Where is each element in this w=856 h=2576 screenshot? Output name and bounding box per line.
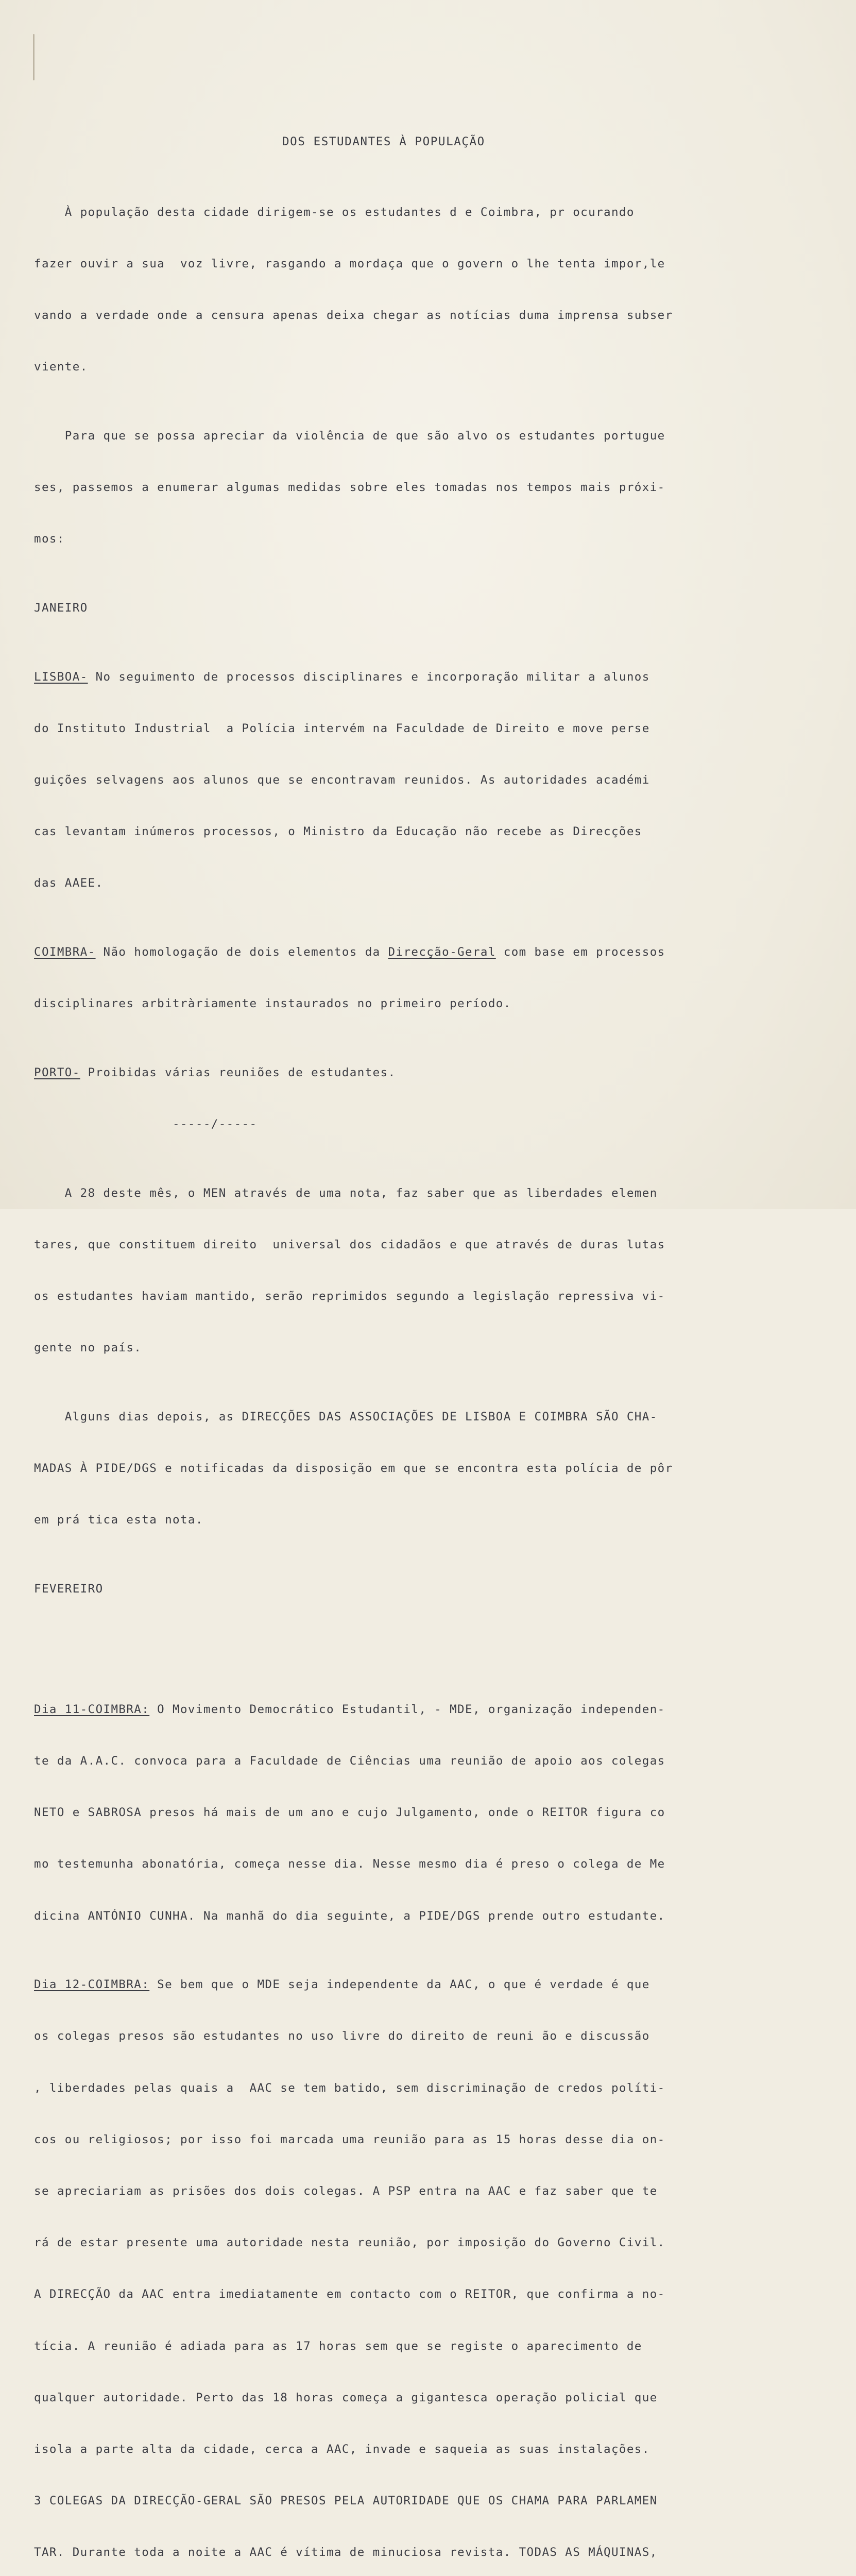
dia12-line-10: isola a parte alta da cidade, cerca a AAC, invade e saqueia as suas instalações.	[34, 2443, 650, 2456]
porto-label: PORTO-	[34, 1065, 80, 1079]
para2-line-1: Para que se possa apreciar da violência de que são alvo os estudantes portugue	[34, 429, 665, 443]
dia12-line-1	[34, 1976, 807, 1993]
coimbra-text-1: Não homologação de dois elementos da	[95, 945, 388, 959]
para2-line-3: mos:	[34, 532, 65, 546]
dia11-first: O Movimento Democrático Estudantil, - MDE, organização independen-	[149, 1702, 665, 1716]
lisboa-label: LISBOA-	[34, 670, 88, 684]
coimbra-label: COIMBRA-	[34, 945, 96, 959]
direccao-geral: Direcção-Geral	[388, 945, 496, 959]
paradias-line-1: Alguns dias depois, as DIRECÇÕES DAS ASSOCIAÇÕES DE LISBOA E COIMBRA SÃO CHA-	[34, 1410, 658, 1423]
dia11-line-1	[34, 1701, 807, 1718]
dia12-line-4: cos ou religiosos; por isso foi marcada uma reunião para as 15 horas desse dia on-	[34, 2132, 665, 2146]
porto-line	[34, 1064, 807, 1081]
paradias-line-2: MADAS À PIDE/DGS e notificadas da disposição em que se encontra esta polícia de pôr	[34, 1462, 673, 1476]
para28-line-4: gente no país.	[34, 1341, 142, 1355]
dia12-line-11: 3 COLEGAS DA DIRECÇÃO-GERAL SÃO PRESOS PELA AUTORIDADE QUE OS CHAMA PARA PARLAMEN	[34, 2494, 658, 2508]
lisboa-line-4: cas levantam inúmeros processos, o Ministro da Educação não recebe as Direcções	[34, 825, 642, 839]
dia12-line-12: TAR. Durante toda a noite a AAC é vítima de minuciosa revista. TODAS AS MÁQUINAS,	[34, 2546, 658, 2560]
intro-line-1: À população desta cidade dirigem-se os estudantes d e Coimbra, pr ocurando	[34, 205, 635, 219]
para28-line-1: A 28 deste mês, o MEN através de uma nota, faz saber que as liberdades elemen	[34, 1186, 658, 1200]
coimbra-text-2: com base em processos	[495, 945, 665, 959]
dia12-line-2: os colegas presos são estudantes no uso livre do direito de reuni ão e discussão	[34, 2029, 650, 2043]
dia11-line-2: te da A.A.C. convoca para a Faculdade de Ciências uma reunião de apoio aos colegas	[34, 1754, 665, 1768]
margin-mark	[33, 34, 35, 80]
dia11-line-3: NETO e SABROSA presos há mais de um ano e cujo Julgamento, onde o REITOR figura co	[34, 1806, 665, 1820]
lisboa-line-1	[34, 669, 807, 686]
intro-line-2: fazer ouvir a sua voz livre, rasgando a mordaça que o govern o lhe tenta impor,le	[34, 257, 665, 271]
lisboa-line-2: do Instituto Industrial a Polícia intervém na Faculdade de Direito e move perse	[34, 721, 650, 735]
dia12-label: Dia 12-COIMBRA:	[34, 1978, 150, 1992]
para2-line-2: ses, passemos a enumerar algumas medidas sobre eles tomadas nos tempos mais próxi-	[34, 481, 665, 495]
separator: -----/-----	[34, 1117, 258, 1131]
dia11-label: Dia 11-COIMBRA:	[34, 1702, 150, 1716]
lisboa-line-5: das AAEE.	[34, 876, 104, 890]
dia12-line-9: qualquer autoridade. Perto das 18 horas começa a gigantesca operação policial que	[34, 2391, 658, 2404]
dia11-line-4: mo testemunha abonatória, começa nesse dia. Nesse mesmo dia é preso o colega de Me	[34, 1857, 665, 1871]
coimbra-line-1	[34, 944, 807, 961]
janeiro-heading: JANEIRO	[34, 601, 88, 615]
para28-line-2: tares, que constituem direito universal dos cidadãos e que através de duras lutas	[34, 1238, 665, 1251]
para28-line-3: os estudantes haviam mantido, serão reprimidos segundo a legislação repressiva vi-	[34, 1290, 665, 1303]
document-title: DOS ESTUDANTES À POPULAÇÃO	[282, 135, 485, 148]
fevereiro-heading: FEVEREIRO	[34, 1582, 104, 1596]
lisboa-text-1: No seguimento de processos disciplinares e incorporação militar a alunos	[88, 670, 650, 684]
document-body	[34, 170, 807, 2576]
dia12-line-5: se apreciariam as prisões dos dois colegas. A PSP entra na AAC e faz saber que te	[34, 2184, 658, 2198]
coimbra-line-2: disciplinares arbitràriamente instaurados no primeiro período.	[34, 997, 511, 1011]
porto-text: Proibidas várias reuniões de estudantes.	[80, 1065, 396, 1079]
intro-line-3: vando a verdade onde a censura apenas deixa chegar as notícias duma imprensa subser	[34, 309, 673, 323]
dia12-first: Se bem que o MDE seja independente da AAC, o que é verdade é que	[149, 1978, 650, 1992]
paradias-line-3: em prá tica esta nota.	[34, 1513, 203, 1527]
intro-line-4: viente.	[34, 360, 88, 374]
dia12-line-6: rá de estar presente uma autoridade nesta reunião, por imposição do Governo Civil.	[34, 2236, 665, 2250]
lisboa-line-3: guições selvagens aos alunos que se encontravam reunidos. As autoridades académi	[34, 773, 650, 787]
dia12-line-7: A DIRECÇÃO da AAC entra imediatamente em contacto com o REITOR, que confirma a no-	[34, 2287, 665, 2301]
dia11-line-5: dicina ANTÓNIO CUNHA. Na manhã do dia seguinte, a PIDE/DGS prende outro estudante.	[34, 1909, 665, 1923]
dia12-line-3: , liberdades pelas quais a AAC se tem batido, sem discriminação de credos políti-	[34, 2081, 665, 2095]
dia12-line-8: tícia. A reunião é adiada para as 17 horas sem que se registe o aparecimento de	[34, 2339, 642, 2353]
blank-line	[34, 1632, 807, 1649]
